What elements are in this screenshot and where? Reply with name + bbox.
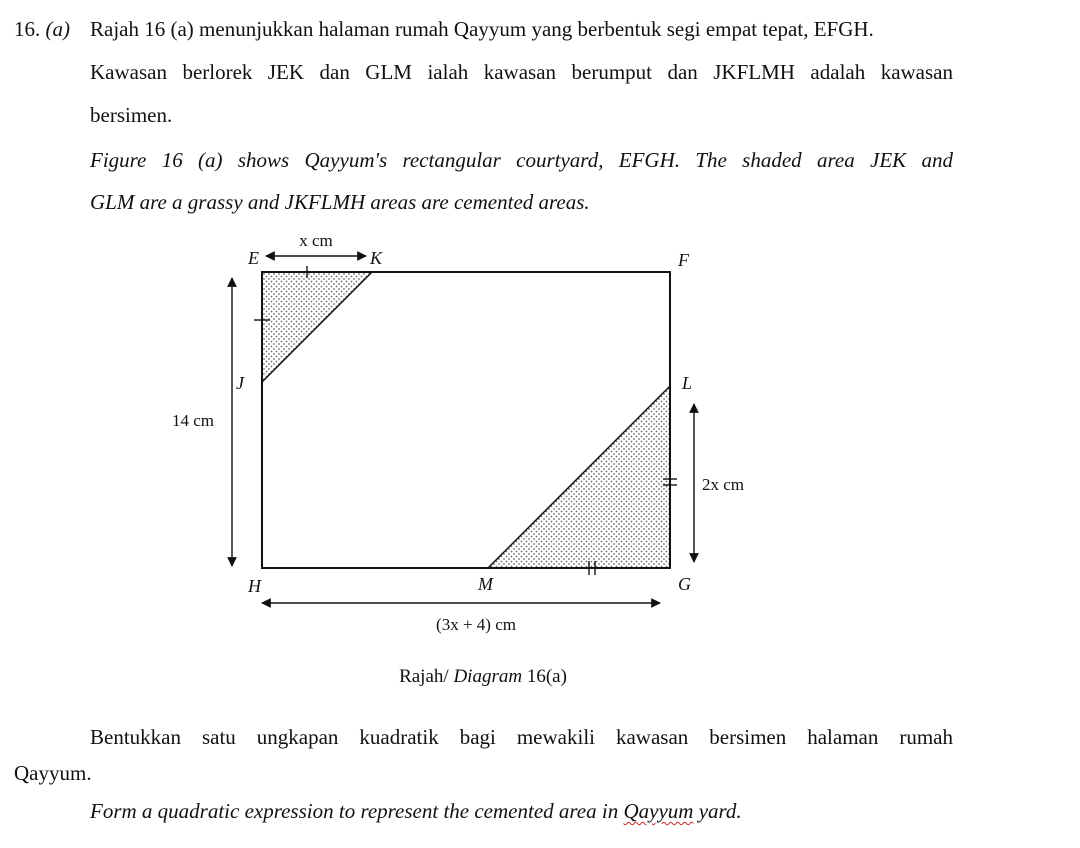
question-malay-line-3: bersimen. bbox=[90, 103, 173, 127]
question-number-text: 16. bbox=[14, 17, 41, 41]
question-english-line-1: Figure 16 (a) shows Qayyum's rectangular courtyard, EFGH. The shaded area JEK and bbox=[90, 148, 953, 172]
label-h: H bbox=[248, 576, 261, 596]
question-malay-line-1: Rajah 16 (a) menunjukkan halaman rumah Qayyum yang berbentuk segi empat tepat, EFGH. bbox=[90, 17, 874, 41]
label-m: M bbox=[478, 574, 493, 594]
caption-prefix: Rajah/ bbox=[399, 666, 454, 687]
task-english-line bbox=[90, 801, 742, 822]
question-malay-line-2: Kawasan berlorek JEK dan GLM ialah kawasan berumput dan JKFLMH adalah kawasan bbox=[90, 60, 953, 84]
task-english-after: yard. bbox=[693, 799, 742, 823]
label-k: K bbox=[370, 248, 383, 268]
label-f: F bbox=[678, 250, 689, 270]
task-english-underlined: Qayyum bbox=[623, 799, 694, 823]
dimension-label-top: x cm bbox=[299, 231, 333, 250]
label-g: G bbox=[678, 574, 691, 594]
caption-italic: Diagram bbox=[453, 666, 523, 687]
task-malay-line-1: Bentukkan satu ungkapan kuadratik bagi mewakili kawasan bersimen halaman rumah bbox=[90, 725, 953, 749]
task-english-before: Form a quadratic expression to represent the cemented area in bbox=[90, 799, 624, 823]
diagram-caption bbox=[399, 666, 567, 687]
label-l: L bbox=[682, 373, 693, 393]
dimension-label-right: 2x cm bbox=[702, 475, 745, 494]
shaded-region-glm bbox=[488, 386, 670, 568]
dimension-label-bottom: (3x + 4) cm bbox=[436, 615, 516, 634]
shaded-region-jek bbox=[262, 272, 372, 382]
dimension-label-left: 14 cm bbox=[172, 411, 215, 430]
label-j: J bbox=[236, 373, 244, 393]
label-e: E bbox=[248, 248, 259, 268]
caption-suffix: 16(a) bbox=[522, 666, 567, 687]
question-english-line-2: GLM are a grassy and JKFLMH areas are cemented areas. bbox=[90, 190, 590, 214]
question-part: (a) bbox=[45, 17, 70, 41]
task-malay-line-2: Qayyum. bbox=[14, 761, 92, 785]
